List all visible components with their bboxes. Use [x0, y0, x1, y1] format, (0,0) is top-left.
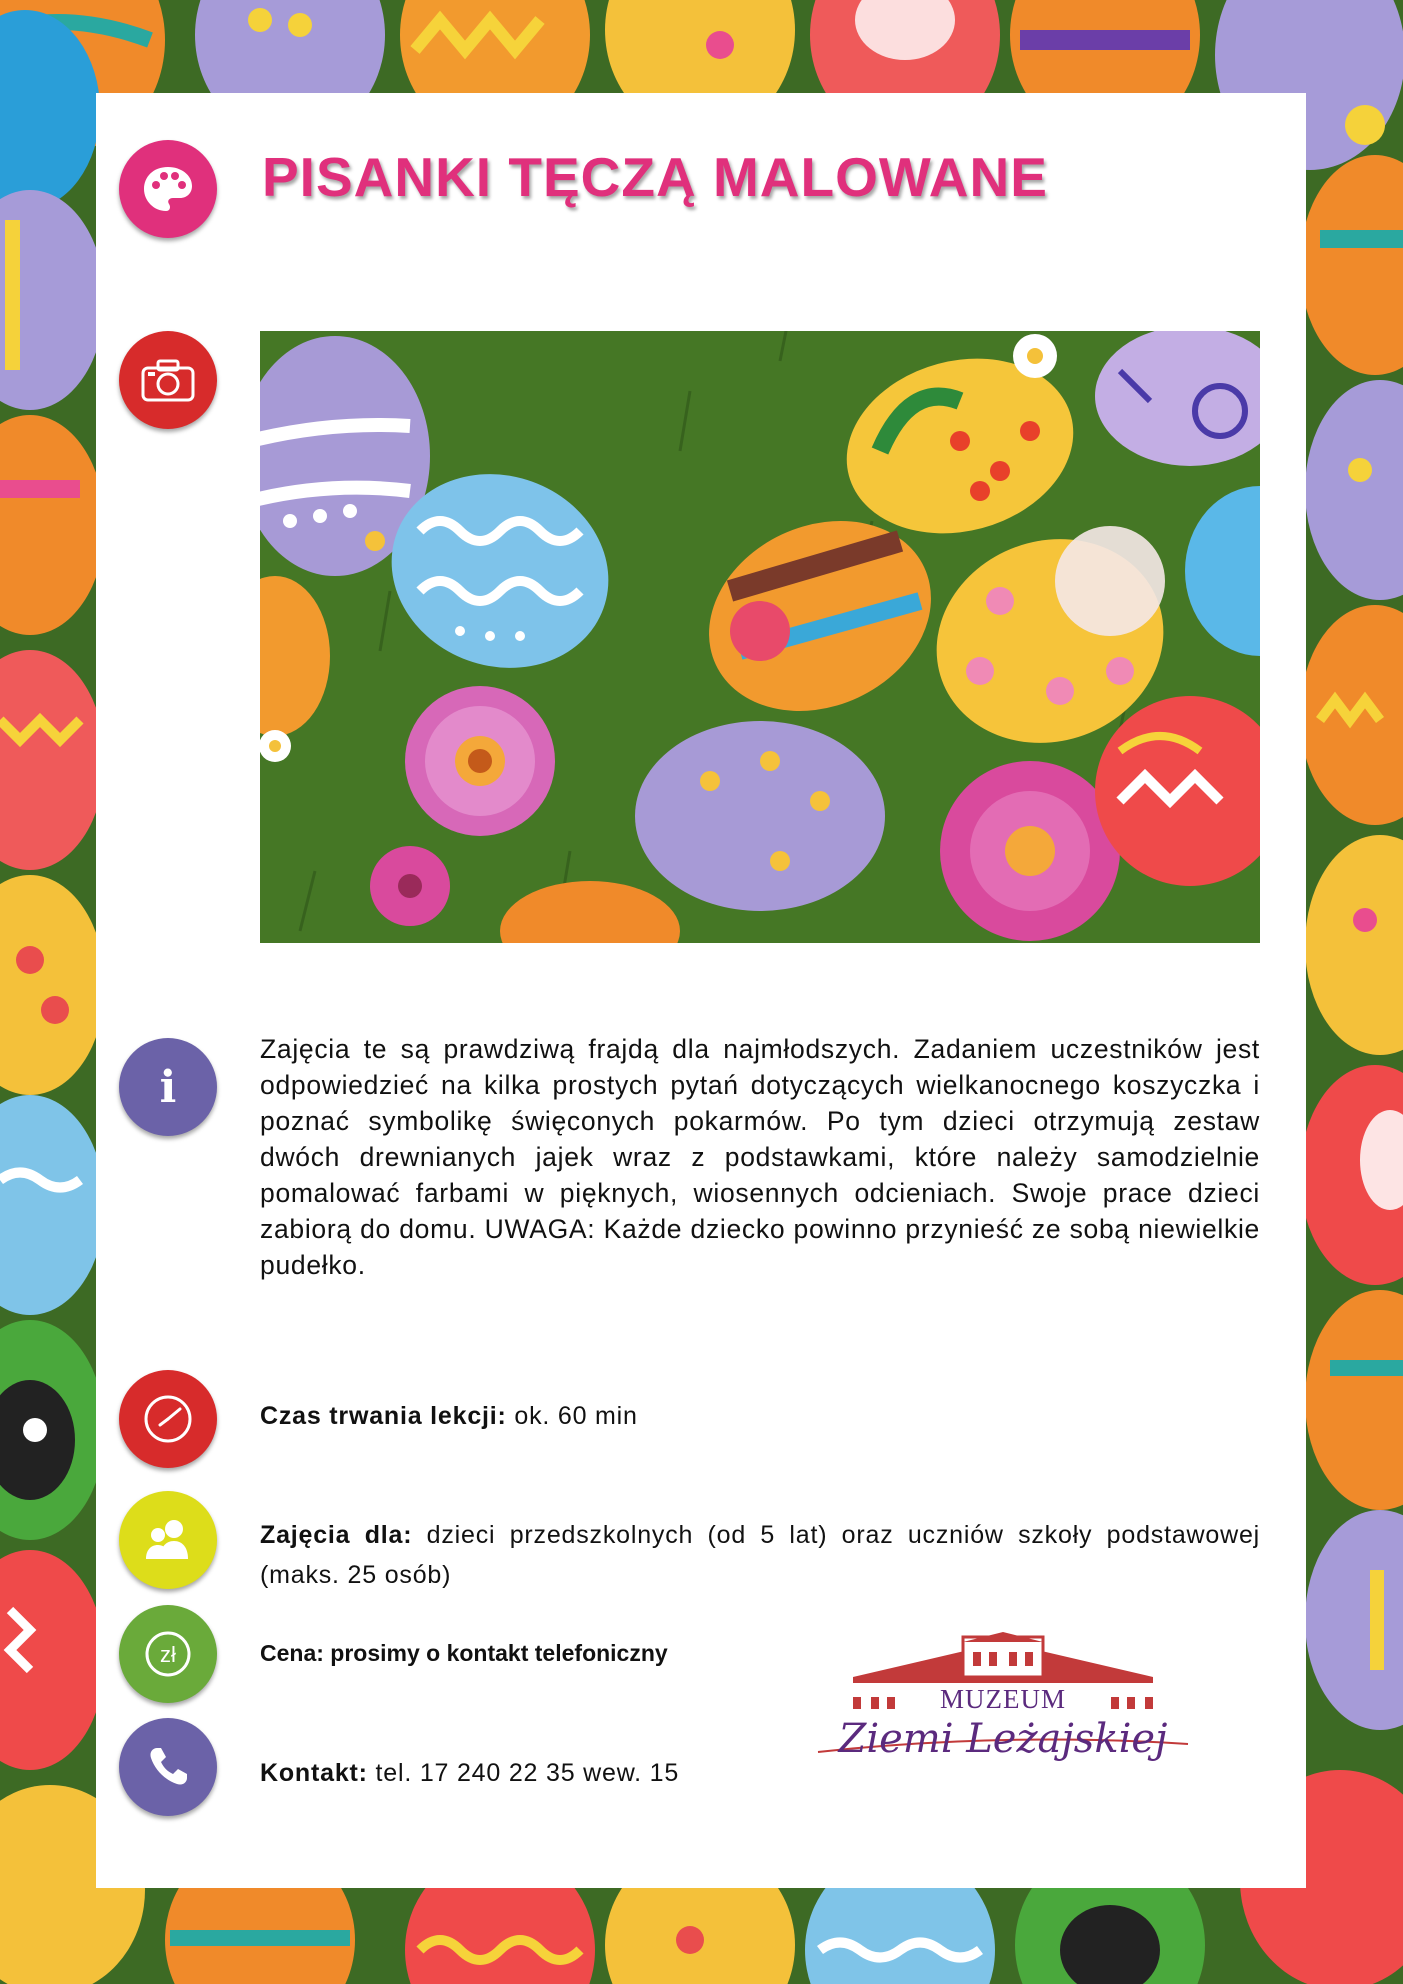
logo-region-text: Ziemi Leżajskiej: [838, 1716, 1168, 1762]
contact-label: Kontakt:: [260, 1759, 368, 1787]
audience-line: [260, 1515, 1260, 1595]
lesson-description: Zajęcia te są prawdziwą frajdą dla najmłodszych. Zadaniem uczestników jest odpowiedzieć na kilka prostych pytań dotyczących wielkanocnego koszyczka i poznać symbolikę święconych pokarmów. Po tym dzieci otrzymują zestaw dwóch drewnianych jajek wraz z podstawkami, które należy samodzielnie pomalować farbami w pięknych, wiosennych odcieniach. Swoje prace dzieci zabiorą do domu. UWAGA: Każde dziecko powinno przynieść ze sobą niewielkie pudełko.: [260, 1034, 1260, 1280]
page-title: PISANKI TĘCZĄ MALOWANE: [262, 146, 1048, 208]
phone-icon: [119, 1718, 217, 1816]
contact-value: tel. 17 240 22 35 wew. 15: [367, 1759, 680, 1787]
duration-line: [260, 1396, 1260, 1436]
zloty-icon: [119, 1605, 217, 1703]
people-icon: [119, 1491, 217, 1589]
price-line: Cena: prosimy o kontakt telefoniczny: [260, 1640, 668, 1666]
content-panel: [96, 93, 1306, 1888]
camera-icon: [119, 331, 217, 429]
museum-logo: [813, 1632, 1193, 1782]
audience-value: dzieci przedszkolnych (od 5 lat) oraz uczniów szkoły podstawowej (maks. 25 osób): [260, 1521, 1260, 1589]
clock-icon: [119, 1370, 217, 1468]
info-icon: i: [119, 1038, 217, 1136]
logo-museum-text: MUZEUM: [940, 1684, 1066, 1714]
duration-value: ok. 60 min: [506, 1402, 638, 1430]
palette-icon: [119, 140, 217, 238]
svg-text:zł: zł: [160, 1642, 176, 1667]
audience-label: Zajęcia dla:: [260, 1521, 413, 1549]
easter-eggs-photo: [260, 331, 1260, 943]
duration-label: Czas trwania lekcji:: [260, 1402, 507, 1430]
